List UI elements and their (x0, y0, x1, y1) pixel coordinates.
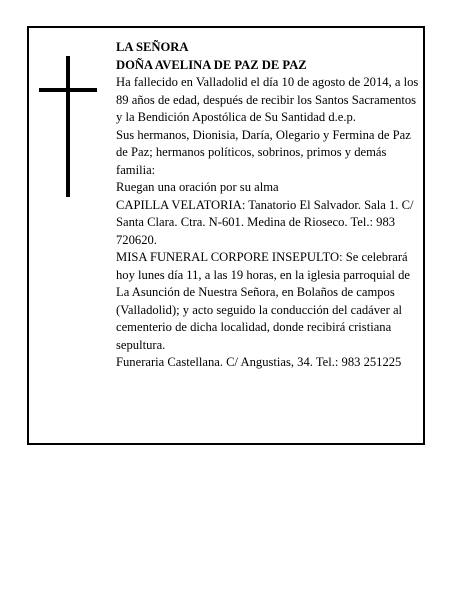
death-announcement: Ha fallecido en Valladolid el día 10 de agosto de 2014, a los 89 años de edad, después de recibir los Santos Sacramentos y la Bendición Apostólica de Su Santidad d.e.p. (116, 75, 419, 124)
cross-icon (39, 56, 97, 197)
family-paragraph: Sus hermanos, Dionisia, Daría, Olegario y Fermina de Paz de Paz; hermanos políticos, sobrinos, primos y demás familia: (116, 127, 411, 177)
cross-vertical-bar (66, 56, 70, 197)
notice-title: LA SEÑORA (116, 40, 189, 54)
obituary-notice (27, 26, 425, 445)
funeral-home-info: Funeraria Castellana. C/ Angustias, 34. Tel.: 983 251225 (116, 355, 402, 369)
obituary-text (116, 39, 421, 372)
funeral-mass-info: MISA FUNERAL CORPORE INSEPULTO: Se celebrará hoy lunes día 11, a las 19 horas, en la iglesia parroquial de La Asunción de Nuestra Señora, en Bolaños de campos (Valladolid); y acto seguido la conducción del cadáver al cementerio de dicha localidad, donde recibirá cristiana sepultura. (116, 250, 411, 352)
prayer-request: Ruegan una oración por su alma (116, 180, 279, 194)
cross-horizontal-bar (39, 88, 97, 92)
deceased-name: DOÑA AVELINA DE PAZ DE PAZ (116, 57, 307, 72)
chapel-info: CAPILLA VELATORIA: Tanatorio El Salvador. Sala 1. C/ Santa Clara. Ctra. N-601. Medina de Rioseco. Tel.: 983 720620. (116, 197, 414, 247)
